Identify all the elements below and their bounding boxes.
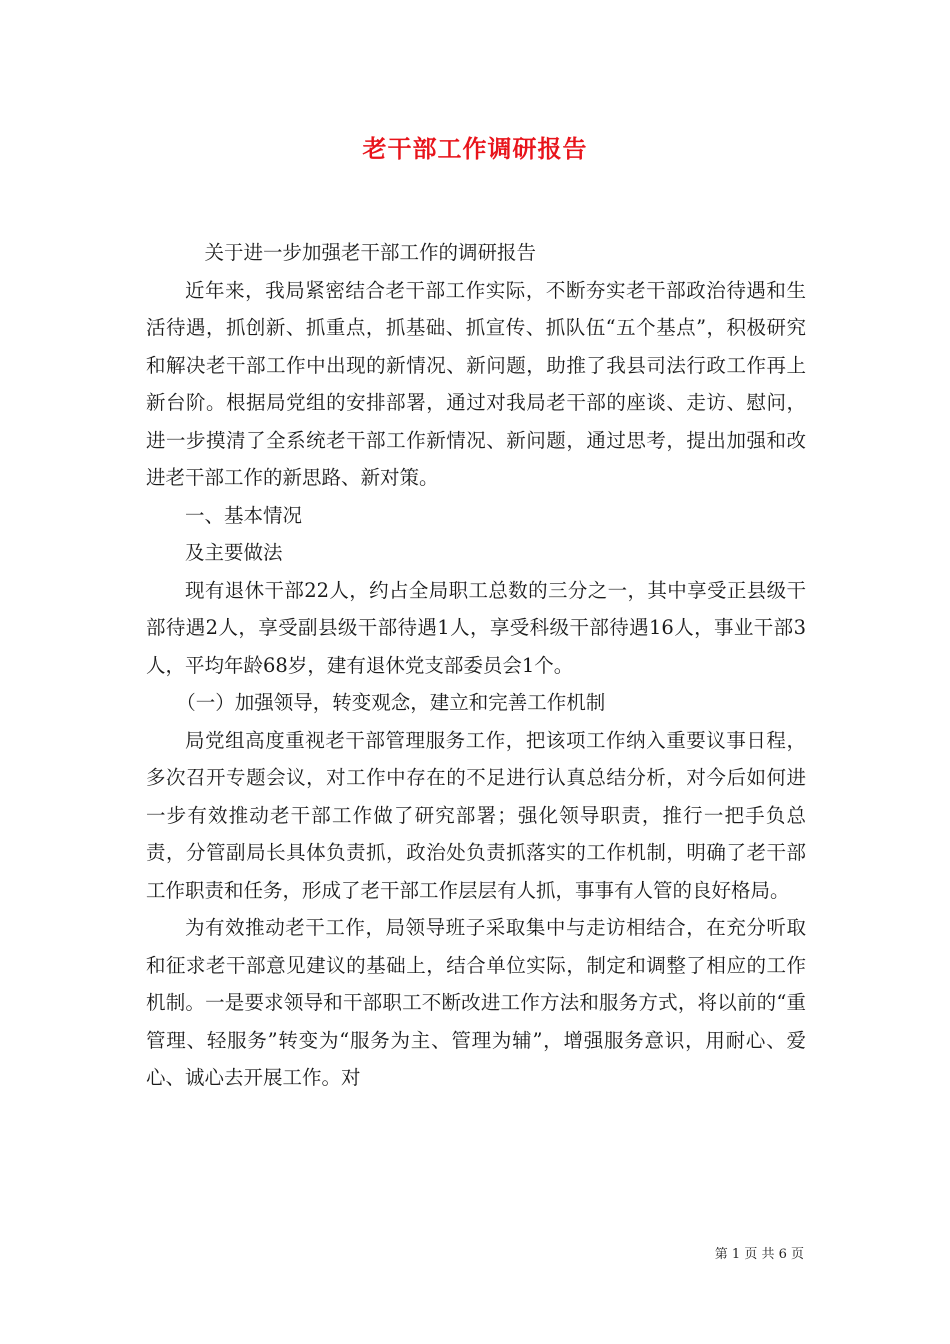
section-heading-basic-situation: 一、基本情况: [185, 503, 303, 527]
paragraph-intro: 近年来，我局紧密结合老干部工作实际，不断夯实老干部政治待遇和生活待遇，抓创新、抓重点，抓基础、抓宣传、抓队伍“五个基点”，积极研究和解决老干部工作中出现的新情况、新问题，助推了我县司法行政工作再上新台阶。根据局党组的安排部署，通过对我局老干部的座谈、走访、慰问，进一步摸清了全系统老干部工作新情况、新问题，通过思考，提出加强和改进老干部工作的新思路、新对策。: [146, 278, 806, 489]
paragraph-subtitle: 关于进一步加强老干部工作的调研报告: [204, 241, 537, 264]
document-title: 老干部工作调研报告: [362, 134, 588, 163]
paragraph-statistics: 现有退休干部22人，约占全局职工总数的三分之一，其中享受正县级干部待遇2人，享受副县级干部待遇1人，享受科级干部待遇16人，事业干部3人，平均年龄68岁，建有退休党支部委员会1个。: [146, 578, 806, 677]
document-body: [146, 234, 806, 1097]
subsection-heading-1: （一）加强领导，转变观念，建立和完善工作机制: [176, 691, 606, 714]
section-heading-main-practices: 及主要做法: [185, 541, 283, 564]
page-footer: 第 1 页 共 6 页: [714, 1247, 804, 1262]
paragraph-leadership: 局党组高度重视老干部管理服务工作，把该项工作纳入重要议事日程，多次召开专题会议，对工作中存在的不足进行认真总结分析，对今后如何进一步有效推动老干部工作做了研究部署；强化领导职责，推行一把手负总责，分管副局长具体负责抓，政治处负责抓落实的工作机制，明确了老干部工作职责和任务，形成了老干部工作层层有人抓，事事有人管的良好格局。: [146, 728, 806, 902]
paragraph-mechanism: 为有效推动老干工作，局领导班子采取集中与走访相结合，在充分听取和征求老干部意见建议的基础上，结合单位实际，制定和调整了相应的工作机制。一是要求领导和干部职工不断改进工作方法和服务方式，将以前的“重管理、轻服务”转变为“服务为主、管理为辅”，增强服务意识，用耐心、爱心、诚心去开展工作。对: [146, 916, 806, 1089]
